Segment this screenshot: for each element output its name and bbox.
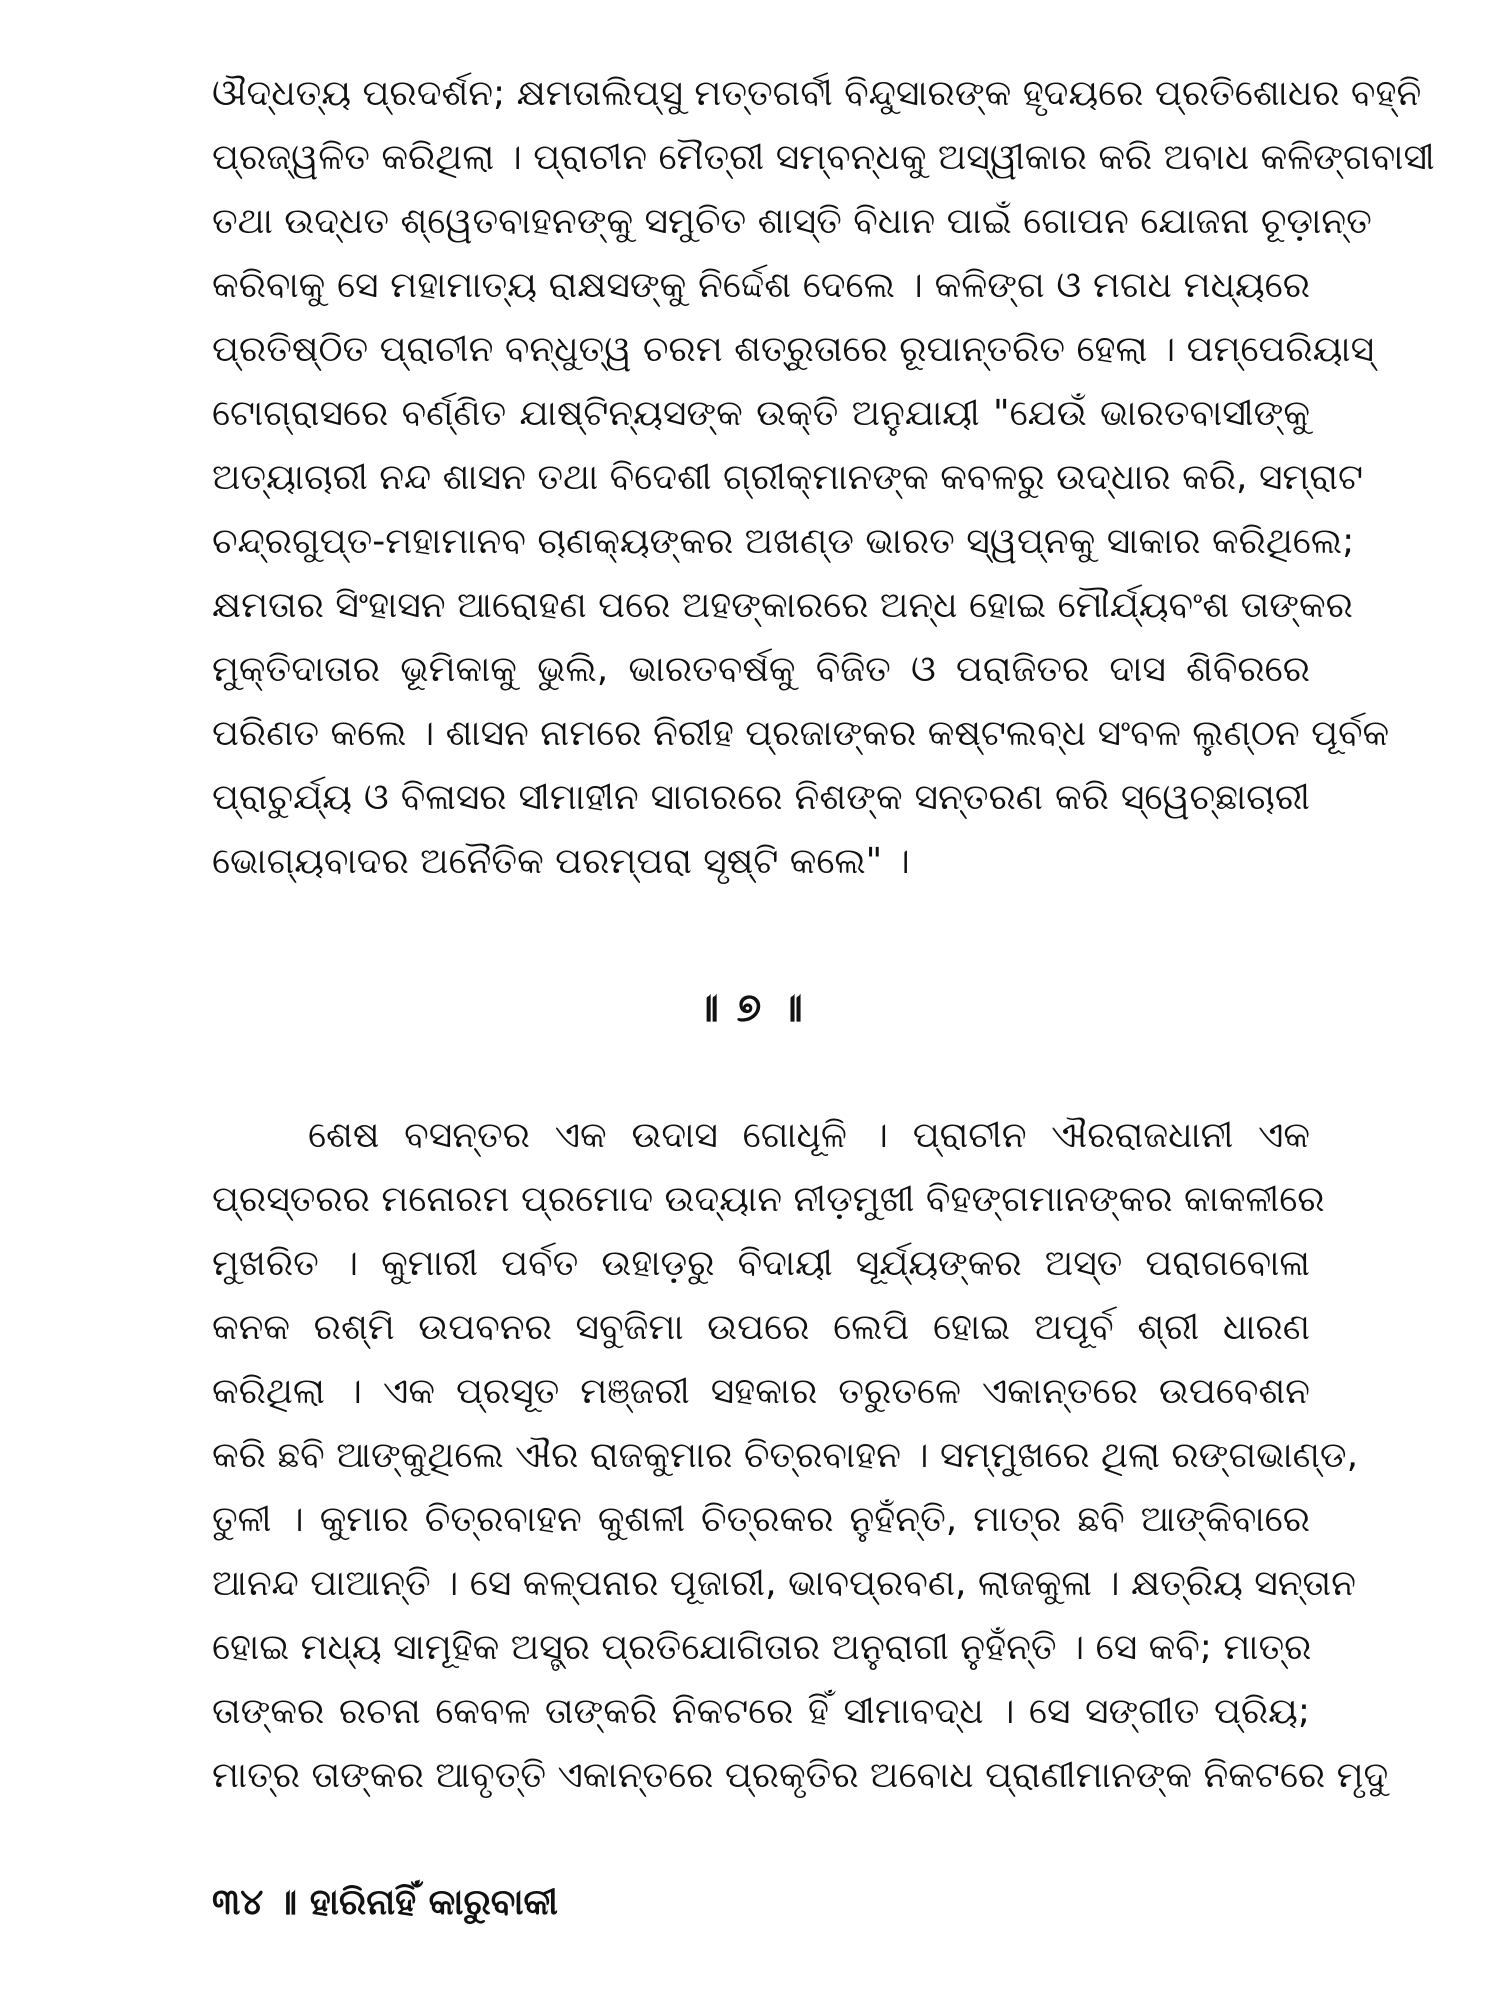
text-line: ମୁଖରିତ । କୁମାରୀ ପର୍ବତ ଉହାଡ଼ରୁ ବିଦାୟୀ ସୂର୍ଯ୍ୟଙ୍କର ଅସ୍ତ ପରାଗବୋଳା [212,1243,1310,1284]
text-line: ପ୍ରତିଷ୍ଠିତ ପ୍ରାଚୀନ ବନ୍ଧୁତ୍ୱ ଚରମ ଶତ୍ରୁତାରେ ରୂପାନ୍ତରିତ ହେଲା । ପମ୍ପେରିୟାସ୍ [212,329,1375,370]
paragraph-2 [212,1104,1389,1808]
text-line: ମାତ୍ର ତାଙ୍କର ଆବୃତ୍ତି ଏକାନ୍ତରେ ପ୍ରକୃତିର ଅବୋଧ ପ୍ରାଣୀମାନଙ୍କ ନିକଟରେ ମୃଦୁ [212,1755,1389,1796]
text-line: କରିଥିଲା । ଏକ ପ୍ରସୂତ ମଞ୍ଜରୀ ସହକାର ତରୁତଳେ ଏକାନ୍ତରେ ଉପବେଶନ [212,1371,1310,1412]
text-line: ପରିଣତ କଲେ । ଶାସନ ନାମରେ ନିରୀହ ପ୍ରଜାଙ୍କର କଷ୍ଟଲବ୍ଧ ସଂବଳ ଲୁଣ୍ଠନ ପୂର୍ବକ [212,713,1390,754]
text-line: କରି ଛବି ଆଙ୍କୁଥିଲେ ଐର ରାଜକୁମାର ଚିତ୍ରବାହନ । ସମ୍ମୁଖରେ ଥିଲା ରଙ୍ଗଭାଣ୍ଡ, [212,1435,1359,1476]
text-line: ତୁଳୀ । କୁମାର ଚିତ୍ରବାହନ କୁଶଳୀ ଚିତ୍ରକର ନୁହଁନ୍ତି, ମାତ୍ର ଛବି ଆଙ୍କିବାରେ [212,1499,1310,1540]
text-line: ଆନନ୍ଦ ପାଆନ୍ତି । ସେ କଳ୍ପନାର ପୂଜାରୀ, ଭାବପ୍ରବଣ, ଲାଜକୁଳା । କ୍ଷତ୍ରିୟ ସନ୍ତାନ [212,1563,1356,1604]
text-line: ଭୋଗ୍ୟବାଦର ଅନୈତିକ ପରମ୍ପରା ସୃଷ୍ଟି କଲେ" । [212,841,910,882]
text-line: ଟୋଗ୍ରାସରେ ବର୍ଣ୍ଣିତ ଯାଷ୍ଟିନ୍ୟସଙ୍କ ଉକ୍ତି ଅନୁଯାୟୀ "ଯେଉଁ ଭାରତବାସୀଙ୍କୁ [212,393,1310,434]
text-line: ତଥା ଉଦ୍ଧତ ଶ୍ୱେତବାହନଙ୍କୁ ସମୁଚିତ ଶାସ୍ତି ବିଧାନ ପାଇଁ ଗୋପନ ଯୋଜନା ଚୂଡ଼ାନ୍ତ [212,201,1372,242]
text-line: ଅତ୍ୟାଚାରୀ ନନ୍ଦ ଶାସନ ତଥା ବିଦେଶୀ ଗ୍ରୀକ୍‌ମାନଙ୍କ କବଳରୁ ଉଦ୍ଧାର କରି, ସମ୍ରାଟ [212,457,1363,498]
text-line: ପ୍ରଜ୍ୱଳିତ କରିଥିଲା । ପ୍ରାଚୀନ ମୈତ୍ରୀ ସମ୍ବନ୍ଧକୁ ଅସ୍ୱୀକାର କରି ଅବାଧ କଳିଙ୍ଗବାସୀ [212,137,1435,178]
text-line: ଔଦ୍ଧତ୍ୟ ପ୍ରଦର୍ଶନ; କ୍ଷମତାଲିପ୍ସୁ ମତ୍ତଗର୍ବୀ ବିନ୍ଦୁସାରଙ୍କ ହୃଦୟରେ ପ୍ରତିଶୋଧର ବହ୍ନି [212,73,1422,114]
chapter-number: ॥ ୭ ॥ [695,985,805,1031]
text-line: ପ୍ରସ୍ତରର ମନୋରମ ପ୍ରମୋଦ ଉଦ୍ୟାନ ନୀଡ଼ମୁଖୀ ବିହଙ୍ଗମାନଙ୍କର କାକଳୀରେ [212,1179,1325,1220]
text-line: କରିବାକୁ ସେ ମହାମାତ୍ୟ ରାକ୍ଷସଙ୍କୁ ନିର୍ଦ୍ଦେଶ ଦେଲେ । କଳିଙ୍ଗ ଓ ମଗଧ ମଧ୍ୟରେ [212,265,1310,306]
text-line: ମୁକ୍ତିଦାତାର ଭୂମିକାକୁ ଭୁଲି, ଭାରତବର୍ଷକୁ ବିଜିତ ଓ ପରାଜିତର ଦାସ ଶିବିରରେ [212,649,1310,690]
text-line: ଶେଷ ବସନ୍ତର ଏକ ଉଦାସ ଗୋଧୂଳି । ପ୍ରାଚୀନ ଐରରାଜଧାନୀ ଏକ [308,1115,1310,1156]
text-line: କନକ ରଶ୍ମି ଉପବନର ସବୁଜିମା ଉପରେ ଲେପି ହୋଇ ଅପୂର୍ବ ଶ୍ରୀ ଧାରଣ [212,1307,1310,1348]
paragraph-1 [212,62,1435,894]
text-line: କ୍ଷମତାର ସିଂହାସନ ଆରୋହଣ ପରେ ଅହଙ୍କାରରେ ଅନ୍ଧ ହୋଇ ମୌର୍ଯ୍ୟବଂଶ ତାଙ୍କର [212,585,1353,626]
text-line: ହୋଇ ମଧ୍ୟ ସାମୂହିକ ଅସ୍ତ୍ର ପ୍ରତିଯୋଗିତାର ଅନୁରାଗୀ ନୁହଁନ୍ତି । ସେ କବି; ମାତ୍ର [212,1627,1312,1668]
text-line: ଚନ୍ଦ୍ରଗୁପ୍ତ-ମହାମାନବ ଚାଣକ୍ୟଙ୍କର ଅଖଣ୍ଡ ଭାରତ ସ୍ୱପ୍ନକୁ ସାକାର କରିଥିଲେ; [212,521,1355,562]
text-line: ତାଙ୍କର ରଚନା କେବଳ ତାଙ୍କରି ନିକଟରେ ହିଁ ସୀମାବଦ୍ଧ । ସେ ସଙ୍ଗୀତ ପ୍ରିୟ; [212,1691,1310,1732]
page-footer: ୩୪ ॥ ହାରିନାହିଁ କାରୁବାକୀ [212,1882,558,1923]
text-line: ପ୍ରାଚୁର୍ଯ୍ୟ ଓ ବିଳାସର ସୀମାହୀନ ସାଗରରେ ନିଶଙ୍କ ସନ୍ତରଣ କରି ସ୍ୱେଚ୍ଛାଚାରୀ [212,777,1310,818]
